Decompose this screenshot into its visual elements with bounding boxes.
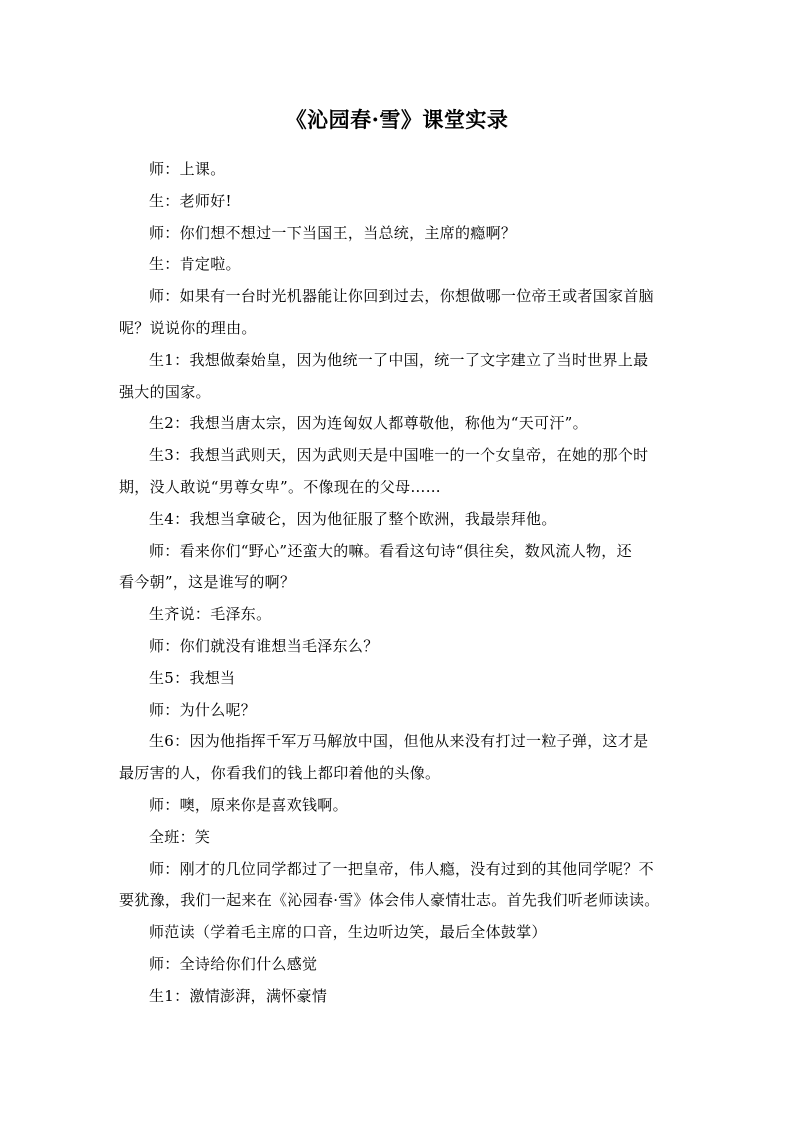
paragraph-line: 师：刚才的几位同学都过了一把皇帝，伟人瘾，没有过到的其他同学呢？不 [149,859,654,878]
paragraph [119,408,676,440]
document-title: 《沁园春·雪》课堂实录 [285,107,509,132]
paragraph [119,822,676,854]
paragraph-line: 生4：我想当拿破仑，因为他征服了整个欧洲，我最崇拜他。 [149,509,557,528]
paragraph [119,249,676,281]
paragraph [119,281,676,345]
paragraph-line: 看今朝”，这是谁写的啊？ [119,573,296,592]
paragraph [119,631,676,663]
paragraph [119,917,676,949]
paragraph-line: 生5：我想当 [149,668,236,687]
paragraph [119,854,676,918]
paragraph [119,536,676,600]
paragraph-line: 生1：我想做秦始皇，因为他统一了中国，统一了文字建立了当时世界上最 [149,350,649,369]
paragraph [119,504,676,536]
paragraph-line: 师：如果有一台时光机器能让你回到过去，你想做哪一位帝王或者国家首脑 [149,287,654,306]
paragraph-line: 强大的国家。 [119,382,211,401]
paragraph-line: 期，没人敢说“男尊女卑”。不像现在的父母…… [119,477,441,496]
paragraph-line: 呢？说说你的理由。 [119,318,257,337]
paragraph [119,345,676,409]
paragraph [119,726,676,790]
paragraph [119,440,676,504]
paragraph [119,790,676,822]
paragraph [119,218,676,250]
paragraph-line: 生6：因为他指挥千军万马解放中国，但他从来没有打过一粒子弹，这才是 [149,732,649,751]
paragraph [119,154,676,186]
paragraph-line: 师范读（学着毛主席的口音，生边听边笑，最后全体鼓掌） [149,923,547,942]
paragraph-line: 生：肯定啦。 [149,255,241,274]
paragraph-line: 师：看来你们“野心”还蛮大的嘛。看看这句诗“俱往矣，数风流人物，还 [149,541,632,560]
paragraph-line: 生：老师好! [149,191,232,210]
paragraph [119,186,676,218]
paragraph [119,949,676,981]
paragraph-line: 全班：笑 [149,827,211,846]
paragraph-line: 师：你们就没有谁想当毛泽东么？ [149,636,379,655]
paragraph-line: 师：噢，原来你是喜欢钱啊。 [149,795,348,814]
paragraph-line: 生2：我想当唐太宗，因为连匈奴人都尊敬他，称他为“天可汗”。 [149,414,588,433]
document-body [119,154,676,1013]
paragraph [119,599,676,631]
paragraph [119,663,676,695]
paragraph-line: 生1：激情澎湃，满怀豪情 [149,986,328,1005]
paragraph-line: 生齐说：毛泽东。 [149,605,272,624]
paragraph-line: 师：全诗给你们什么感觉 [149,954,318,973]
paragraph-line: 师：你们想不想过一下当国王，当总统，主席的瘾啊？ [149,223,517,242]
paragraph-line: 生3：我想当武则天，因为武则天是中国唯一的一个女皇帝，在她的那个时 [149,446,649,465]
paragraph-line: 最厉害的人，你看我们的钱上都印着他的头像。 [119,764,441,783]
paragraph-line: 师：上课。 [149,160,226,178]
paragraph [119,695,676,727]
paragraph-line: 师：为什么呢？ [149,700,257,719]
paragraph-line: 要犹豫，我们一起来在《沁园春·雪》体会伟人豪情壮志。首先我们听老师读读。 [119,891,660,910]
paragraph [119,981,676,1013]
